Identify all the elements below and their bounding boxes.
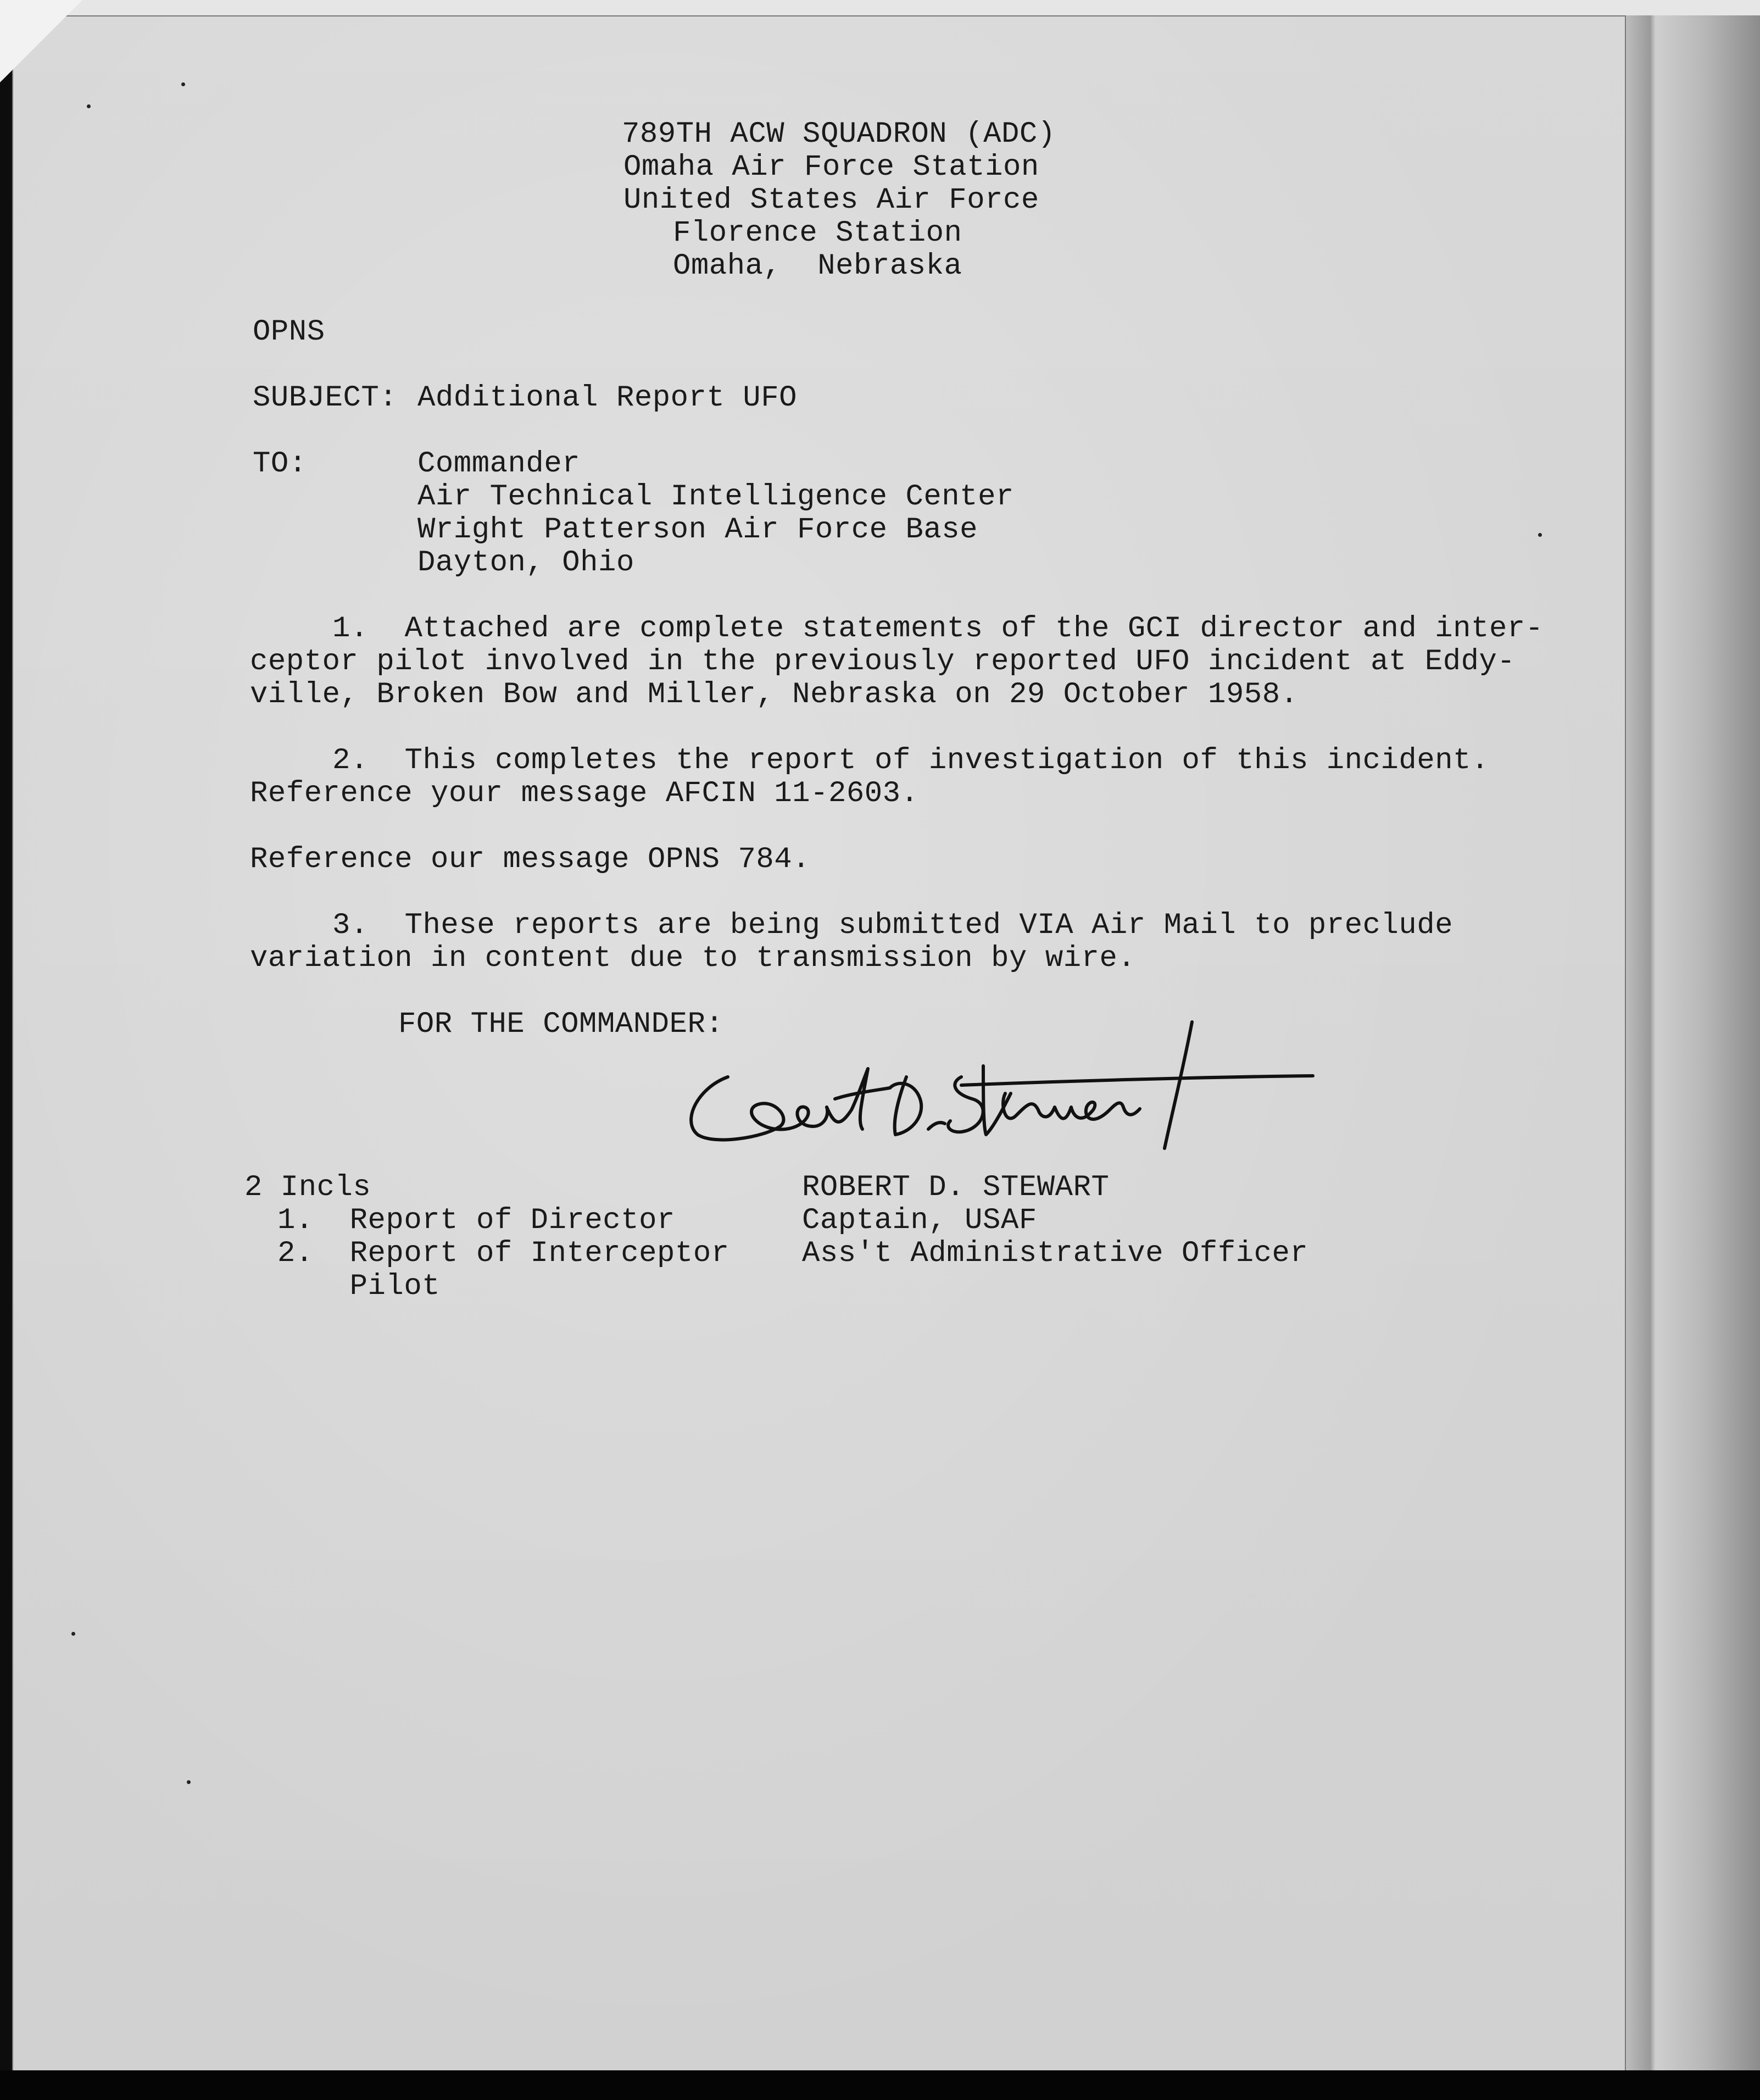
paragraph-1-line: ville, Broken Bow and Miller, Nebraska on 29 October 1958. [250,678,1299,712]
to-label: TO: [253,447,307,481]
scan-right-edge [1626,15,1760,2071]
page-corner-fold [0,0,82,82]
dust-speck [181,82,185,86]
letterhead-station: Omaha Air Force Station [623,151,1039,184]
paragraph-2-line: Reference your message AFCIN 11-2603. [250,777,919,810]
paragraph-1-line: 1. Attached are complete statements of the GCI director and inter- [332,612,1544,646]
to-line: Air Technical Intelligence Center [417,480,1014,514]
scan-bottom-edge [0,2070,1760,2100]
office-symbol: OPNS [253,315,325,349]
signer-rank: Captain, USAF [802,1204,1037,1237]
paragraph-1-line: ceptor pilot involved in the previously reported UFO incident at Eddy- [250,645,1516,679]
signer-name: ROBERT D. STEWART [802,1171,1110,1204]
handwritten-signature [676,1016,1324,1181]
to-line: Dayton, Ohio [417,546,634,580]
signer-title: Ass't Administrative Officer [802,1237,1308,1270]
subject-label: SUBJECT: [253,381,398,415]
dust-speck [187,1780,191,1784]
enclosures-header: 2 Incls [244,1171,371,1204]
paragraph-3-line: variation in content due to transmission by wire. [250,942,1136,975]
letterhead-service: United States Air Force [623,184,1039,217]
subject-text: Additional Report UFO [417,381,798,415]
reference-line: Reference our message OPNS 784. [250,843,811,876]
enclosure-item: Pilot [277,1270,441,1303]
letterhead-substation: Florence Station [673,216,962,250]
scan-top-edge [0,0,1760,16]
paragraph-2-line: 2. This completes the report of investigation of this incident. [332,744,1489,777]
dust-speck [71,1632,75,1636]
to-line: Wright Patterson Air Force Base [417,513,978,547]
letterhead-city: Omaha, Nebraska [673,249,962,283]
enclosure-item: 2. Report of Interceptor [277,1237,729,1270]
dust-speck [1538,533,1542,537]
paragraph-3-line: 3. These reports are being submitted VIA Air Mail to preclude [332,909,1453,942]
to-line: Commander [417,447,581,481]
dust-speck [87,104,91,108]
enclosure-item: 1. Report of Director [277,1204,675,1237]
closing-line: FOR THE COMMANDER: [398,1008,724,1041]
letterhead-unit: 789TH ACW SQUADRON (ADC) [622,118,1056,151]
